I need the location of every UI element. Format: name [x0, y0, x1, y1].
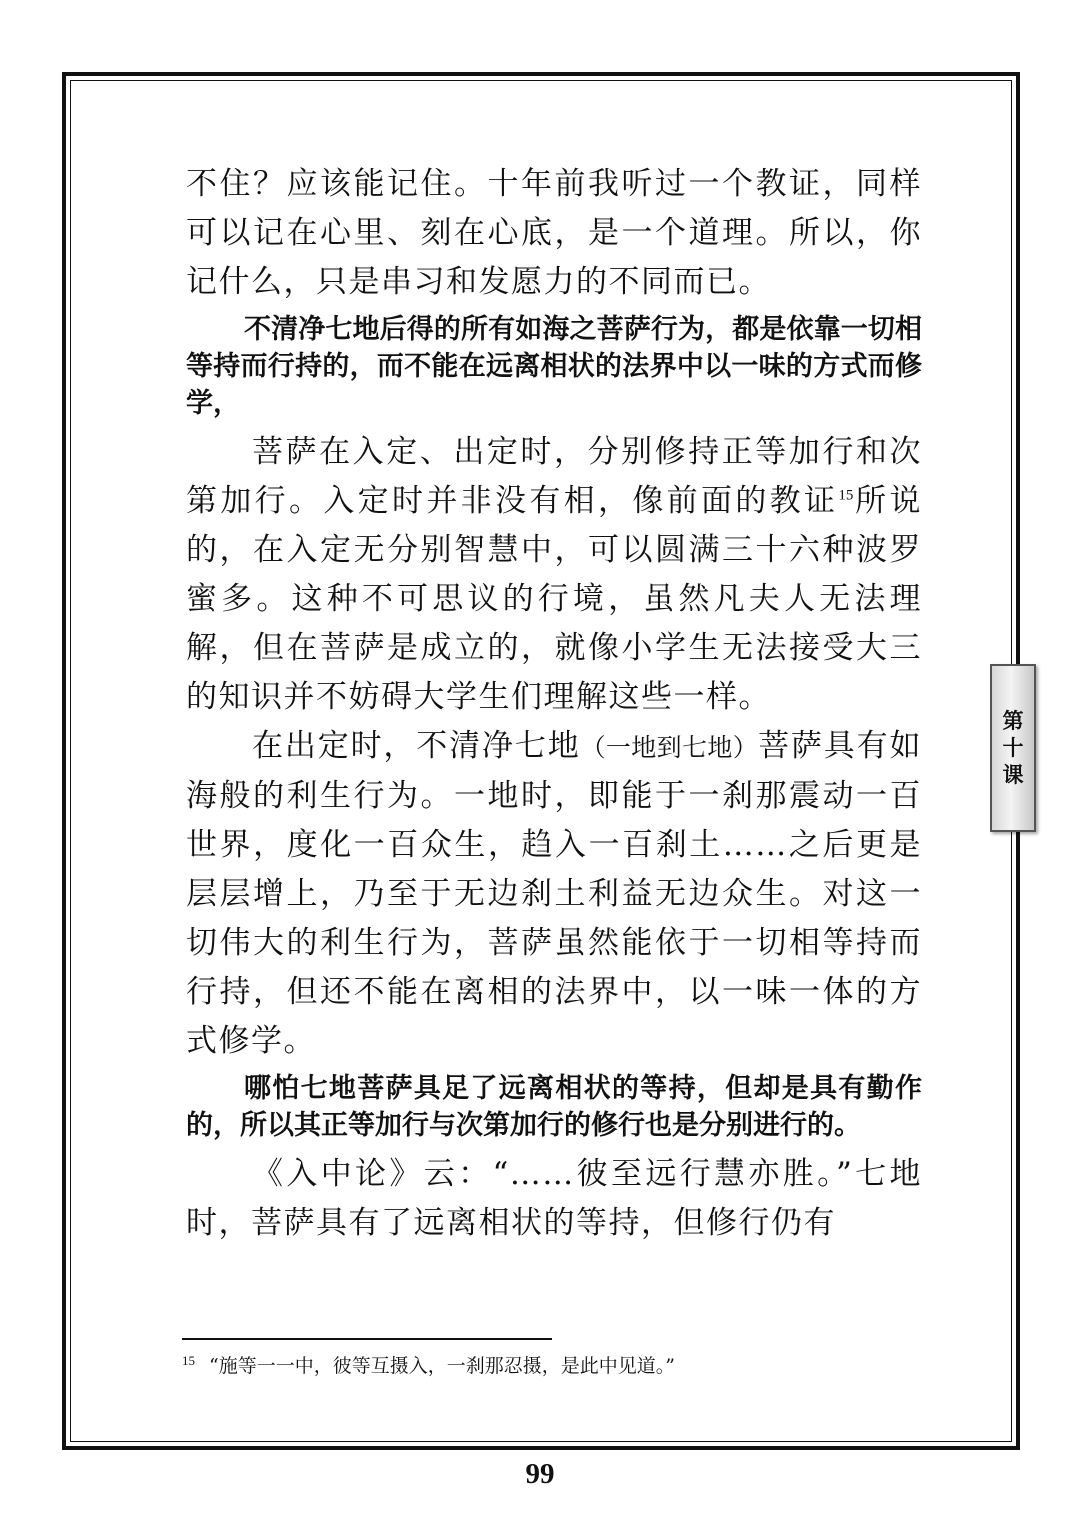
footnote-text: “施等一一中，彼等互摄入，一刹那忍摄，是此中见道。”: [209, 1355, 675, 1377]
footnote: [182, 1352, 922, 1380]
commentary-paragraph-1: 不住？应该能记住。十年前我听过一个教证，同样可以记在心里、刻在心底，是一个道理。所以，你记什么，只是串习和发愿力的不同而已。: [186, 166, 922, 300]
commentary-paragraph-3-part-1: 在出定时，不清净七地: [252, 728, 581, 764]
root-text-2: 哪怕七地菩萨具足了远离相状的等持，但却是具有勤作的，所以其正等加行与次第加行的修行也是分别进行的。: [186, 1073, 922, 1141]
commentary-paragraph-3: [186, 722, 922, 1066]
footnote-reference[interactable]: 15: [838, 487, 854, 504]
commentary-paragraph-4: 《入中论》云：“……彼至远行慧亦胜。”七地时，菩萨具有了远离相状的等持，但修行仍有: [186, 1156, 922, 1241]
footnote-number: 15: [182, 1352, 195, 1368]
page-number: 99: [525, 1458, 555, 1490]
page-body: [186, 160, 922, 1248]
lesson-side-tab[interactable]: [990, 664, 1036, 832]
commentary-paragraph-3-part-2: 菩萨具有如海般的利生行为。一地时，即能于一刹那震动一百世界，度化一百众生，趋入一百刹土……之后更是层层增上，乃至于无边刹土利益无边众生。对这一切伟大的利生行为，菩萨虽然能依于一切相等持而行持，但还不能在离相的法界中，以一味一体的方式修学。: [186, 728, 923, 1059]
root-text-1: 不清净七地后得的所有如海之菩萨行为，都是依靠一切相等持而行持的，而不能在远离相状的法界中以一味的方式而修学，: [186, 314, 922, 419]
commentary-paragraph-3-note: （一地到七地）: [580, 733, 759, 762]
lesson-side-tab-label: 第十课: [1002, 708, 1024, 787]
commentary-paragraph-2: [186, 428, 922, 722]
footnote-divider: [182, 1338, 552, 1340]
commentary-paragraph-2-part-1: 菩萨在入定、出定时，分别修持正等加行和次第加行。入定时并非没有相，像前面的教证: [186, 434, 922, 519]
commentary-paragraph-2-part-2: 所说的，在入定无分别智慧中，可以圆满三十六种波罗蜜多。这种不可思议的行境，虽然凡夫人无法理解，但在菩萨是成立的，就像小学生无法接受大三的知识并不妨碍大学生们理解这些一样。: [186, 483, 923, 715]
